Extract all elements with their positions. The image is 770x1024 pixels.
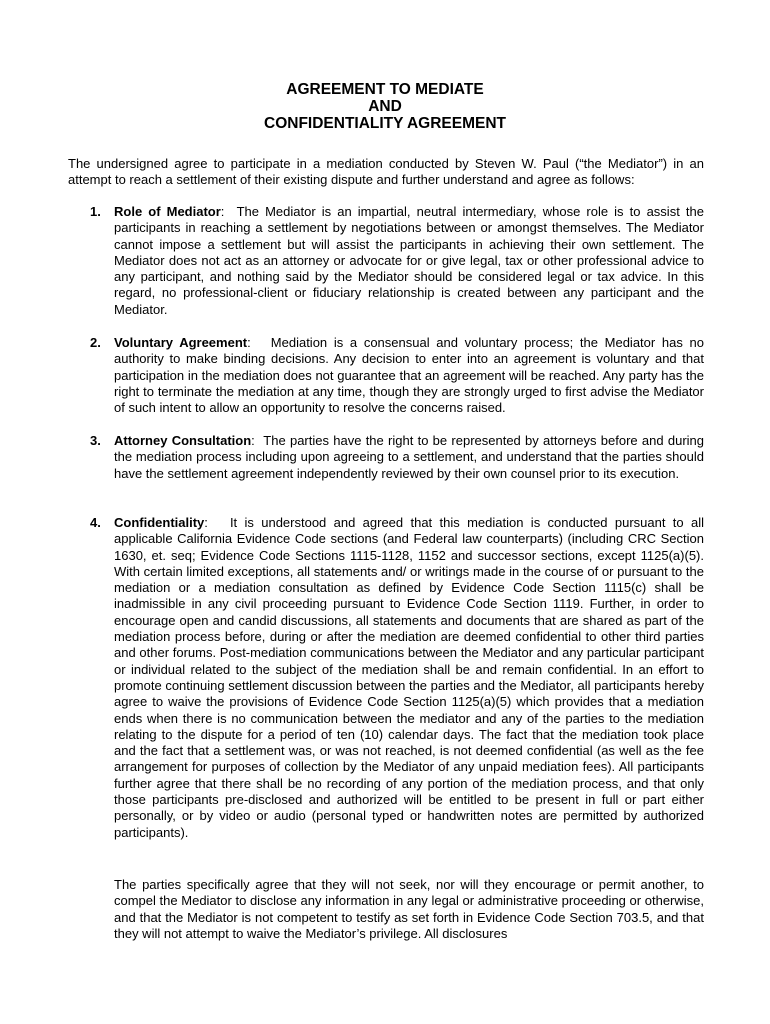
- section-number: 4.: [90, 515, 101, 530]
- section-body: Attorney Consultation: The parties have the right to be represented by attorneys before and during the mediation process including upon agreeing to a settlement, and understand that the parties should have the settlement agreement independently reviewed by their own counsel prior to its execution.: [114, 433, 704, 481]
- section-voluntary-agreement: [90, 335, 704, 416]
- section-body: Role of Mediator: The Mediator is an impartial, neutral intermediary, whose role is to assist the participants in reaching a settlement by negotiations between or amongst themselves. The Mediator cannot impose a settlement but will assist the participants in achieving their own settlement. The Mediator does not act as an attorney or advocate for or give legal, tax or other professional advice to any participant, and nothing said by the Mediator should be considered legal or tax advice. In this regard, no professional-client or fiduciary relationship is created between any participant and the Mediator.: [114, 204, 704, 317]
- title-line-2: AND: [368, 98, 402, 115]
- title-line-1: AGREEMENT TO MEDIATE: [286, 81, 484, 98]
- section-heading: Confidentiality: [114, 515, 205, 530]
- section-heading: Attorney Consultation: [114, 433, 252, 448]
- confidentiality-paragraph-2: The parties specifically agree that they will not seek, nor will they encourage or permit another, to compel the Mediator to disclose any information in any legal or administrative proceeding or otherwise, and that the Mediator is not competent to testify as set forth in Evidence Code Section 703.5, and that they will not attempt to waive the Mediator’s privilege. All disclosures: [114, 877, 704, 941]
- section-number: 1.: [90, 204, 101, 219]
- section-text: It is understood and agreed that this mediation is conducted pursuant to all applicable California Evidence Code sections (and Federal law counterparts) (including CRC Section 1630, et. seq; Evidence Code Sections 1115-1128, 1152 and successor sections, except 1125(a)(5). With certain limited exceptions, all statements and/ or writings made in the course of or pursuant to the mediation or a mediation consultation as defined by Evidence Code Section 1115(c) shall be inadmissible in any civil proceeding pursuant to Evidence Code Section 1119. Further, in order to encourage open and candid discussions, all statements and documents that are shared as part of the mediation process before, during or after the mediation are deemed confidential to other third parties and other forums. Post-mediation communications between the Mediator and any particular participant or individual related to the subject of the mediation shall be and remain confidential. In an effort to promote continuing settlement discussion between the parties and the Mediator, all participants hereby agree to waive the provisions of Evidence Code Section 1125(a)(5) which provides that a mediation ends when there is no communication between the mediator and any of the parties to the mediation relating to the dispute for a period of ten (10) calendar days. The fact that the mediation took place and the fact that a settlement was, or was not reached, is not deemed confidential (as well as the fee arrangement for purposes of collection by the Mediator of any unpaid mediation fees). All participants further agree that there shall be no recording of any portion of the mediation process, and that only those participants pre-disclosed and authorized will be entitled to be present in full or part either personally, or by video or audio (personal typed or handwritten notes are permitted by authorized participants).: [114, 515, 704, 840]
- section-body: Voluntary Agreement: Mediation is a consensual and voluntary process; the Mediator has no authority to make binding decisions. Any decision to enter into an agreement is voluntary and that participation in the mediation does not guarantee that an agreement will be reached. Any party has the right to terminate the mediation at any time, though they are strongly urged to first advise the Mediator of such intent to allow an opportunity to resolve the concerns raised.: [114, 335, 705, 416]
- section-number: 2.: [90, 335, 101, 350]
- section-text: Mediation is a consensual and voluntary process; the Mediator has no authority to make binding decisions. Any decision to enter into an agreement is voluntary and that participation in the mediation does not guarantee that an agreement will be reached. Any party has the right to terminate the mediation at any time, though they are strongly urged to first advise the Mediator of such intent to allow an opportunity to resolve the concerns raised.: [114, 335, 705, 416]
- section-text: The Mediator is an impartial, neutral intermediary, whose role is to assist the participants in reaching a settlement by negotiations between or amongst themselves. The Mediator cannot impose a settlement but will assist the participants in achieving their own settlement. The Mediator does not act as an attorney or advocate for or give legal, tax or other professional advice to any participant, and nothing said by the Mediator should be considered legal or tax advice. In this regard, no professional-client or fiduciary relationship is created between any participant and the Mediator.: [114, 204, 704, 317]
- section-body: Confidentiality: It is understood and agreed that this mediation is conducted pursuant to all applicable California Evidence Code sections (and Federal law counterparts) (including CRC Section 1630, et. seq; Evidence Code Sections 1115-1128, 1152 and successor sections, except 1125(a)(5). With certain limited exceptions, all statements and/ or writings made in the course of or pursuant to the mediation or a mediation consultation as defined by Evidence Code Section 1115(c) shall be inadmissible in any civil proceeding pursuant to Evidence Code Section 1119. Further, in order to encourage open and candid discussions, all statements and documents that are shared as part of the mediation process before, during or after the mediation are deemed confidential to other third parties and other forums. Post-mediation communications between the Mediator and any particular participant or individual related to the subject of the mediation shall be and remain confidential. In an effort to promote continuing settlement discussion between the parties and the Mediator, all participants hereby agree to waive the provisions of Evidence Code Section 1125(a)(5) which provides that a mediation ends when there is no communication between the mediator and any of the parties to the mediation relating to the dispute for a period of ten (10) calendar days. The fact that the mediation took place and the fact that a settlement was, or was not reached, is not deemed confidential (as well as the fee arrangement for purposes of collection by the Mediator of any unpaid mediation fees). All participants further agree that there shall be no recording of any portion of the mediation process, and that only those participants pre-disclosed and authorized will be entitled to be present in full or part either personally, or by video or audio (personal typed or handwritten notes are permitted by authorized participants).: [114, 515, 704, 840]
- section-heading: Voluntary Agreement: [114, 335, 248, 350]
- section-confidentiality: [90, 515, 704, 841]
- document-title: [0, 81, 770, 132]
- title-line-3: CONFIDENTIALITY AGREEMENT: [264, 115, 506, 132]
- section-role-of-mediator: [90, 204, 704, 318]
- section-number: 3.: [90, 433, 101, 448]
- section-attorney-consultation: [90, 433, 704, 482]
- section-text: The parties have the right to be represented by attorneys before and during the mediation process including upon agreeing to a settlement, and understand that the parties should have the settlement agreement independently reviewed by their own counsel prior to its execution.: [114, 433, 704, 481]
- intro-paragraph: The undersigned agree to participate in a mediation conducted by Steven W. Paul (“the Mediator”) in an attempt to reach a settlement of their existing dispute and further understand and agree as follows:: [68, 156, 704, 188]
- section-heading: Role of Mediator: [114, 204, 221, 219]
